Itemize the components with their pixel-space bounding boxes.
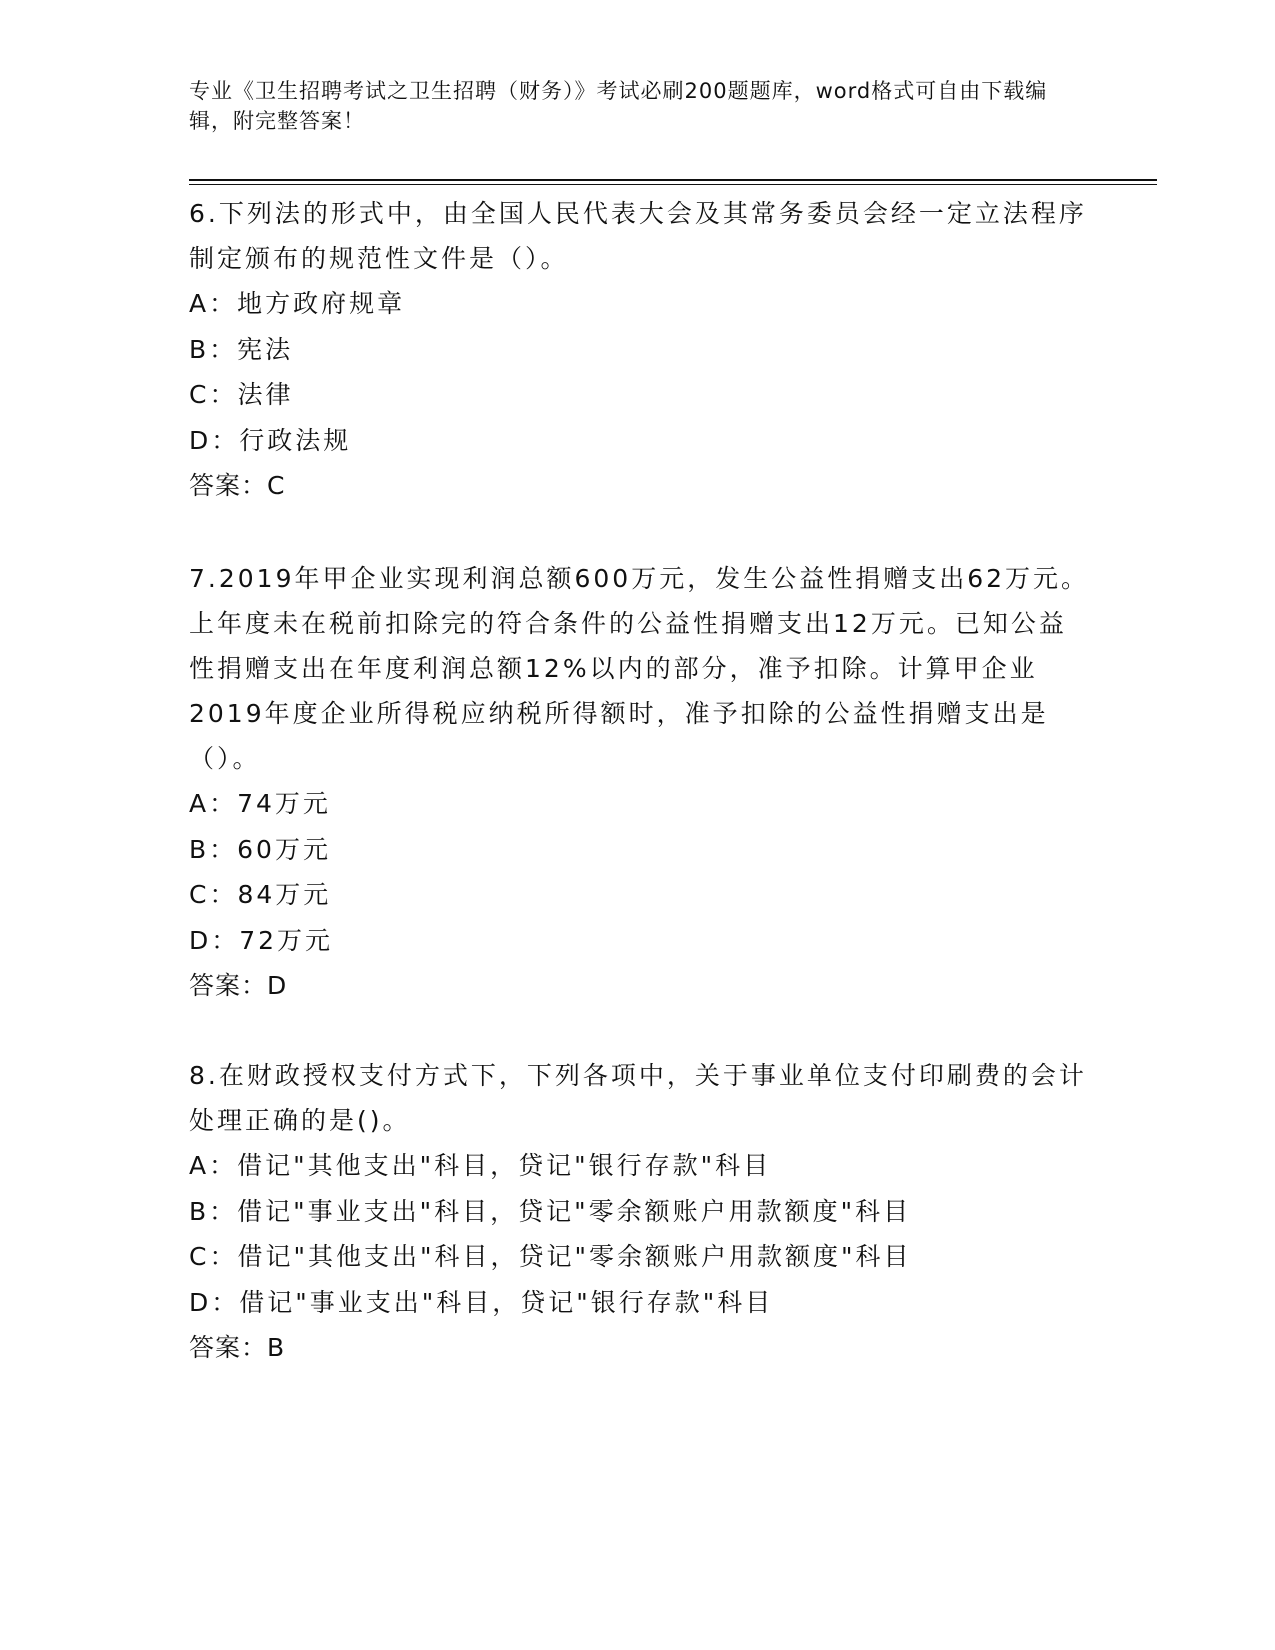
question-6 [189, 191, 1089, 508]
option-d: D：72万元 [189, 925, 334, 955]
option-d: D：行政法规 [189, 425, 352, 455]
answer-line: 答案：D [189, 971, 288, 1000]
option-c: C：法律 [189, 380, 294, 409]
question-stem: 8.在财政授权支付方式下，下列各项中，关于事业单位支付印刷费的会计处理正确的是()。 [189, 1061, 1087, 1135]
question-8 [189, 1053, 1089, 1370]
option-b: B：借记"事业支出"科目，贷记"零余额账户用款额度"科目 [189, 1196, 912, 1226]
question-stem: 6.下列法的形式中，由全国人民代表大会及其常务委员会经一定立法程序制定颁布的规范性文件是（）。 [189, 199, 1087, 273]
question-stem: 7.2019年甲企业实现利润总额600万元，发生公益性捐赠支出62万元。上年度未在税前扣除完的符合条件的公益性捐赠支出12万元。已知公益性捐赠支出在年度利润总额12%以内的部分，准予扣除。计算甲企业2019年度企业所得税应纳税所得额时，准予扣除的公益性捐赠支出是（）。 [189, 564, 1090, 773]
option-b: B：60万元 [189, 834, 331, 864]
header-rule-thin [189, 184, 1157, 185]
question-7 [189, 556, 1089, 1008]
option-a: A：借记"其他支出"科目，贷记"银行存款"科目 [189, 1151, 772, 1180]
answer-line: 答案：B [189, 1333, 286, 1362]
option-a: A：74万元 [189, 789, 331, 818]
option-c: C：借记"其他支出"科目，贷记"零余额账户用款额度"科目 [189, 1242, 912, 1271]
option-d: D：借记"事业支出"科目，贷记"银行存款"科目 [189, 1287, 774, 1317]
answer-line: 答案：C [189, 471, 286, 500]
option-a: A：地方政府规章 [189, 289, 406, 318]
option-c: C：84万元 [189, 880, 332, 909]
header-rule-thick [189, 179, 1157, 181]
option-b: B：宪法 [189, 334, 294, 364]
document-header: 专业《卫生招聘考试之卫生招聘（财务）》考试必刷200题题库，word格式可自由下载编辑，附完整答案！ [189, 79, 1048, 133]
